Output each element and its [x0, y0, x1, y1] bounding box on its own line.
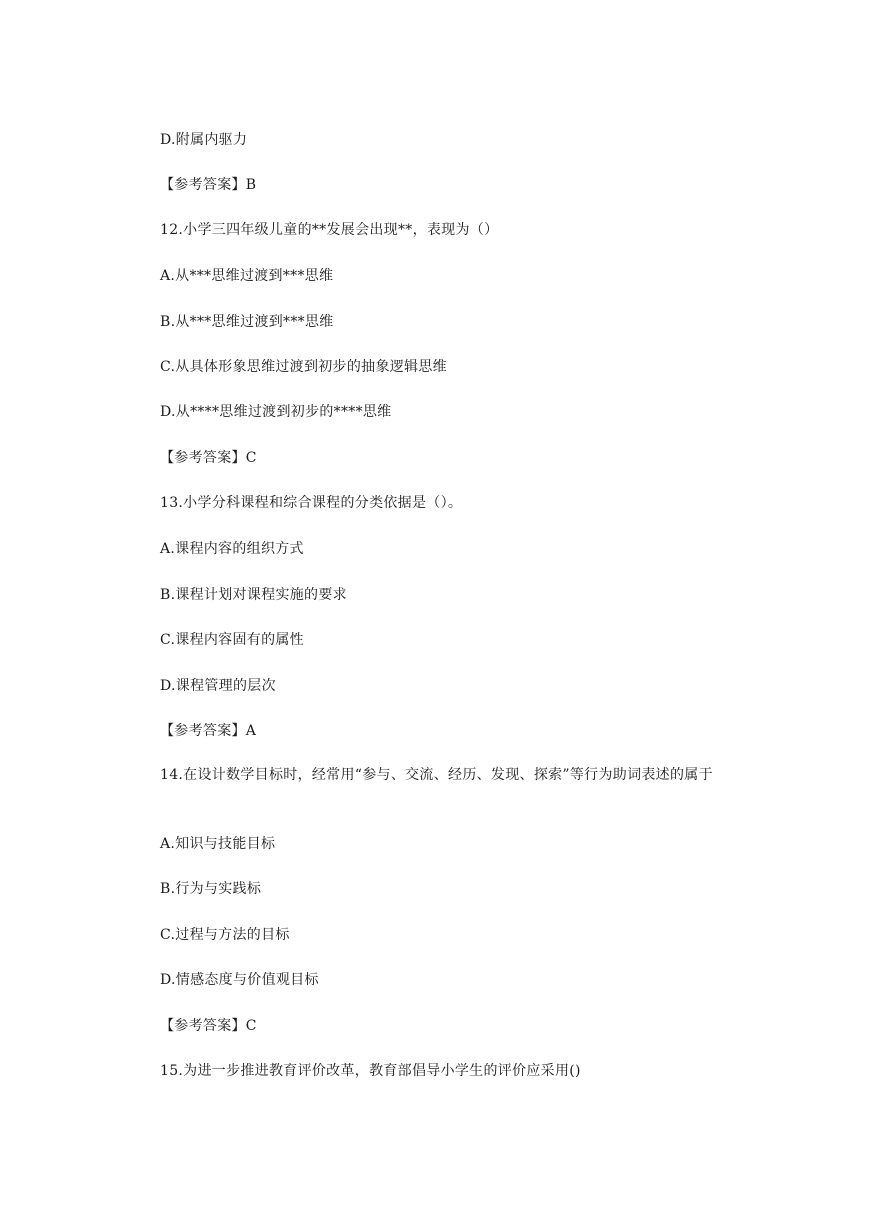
option-text: D.从****思维过渡到初步的****思维	[160, 404, 392, 420]
question-text: 14.在设计数学目标时，经常用“参与、交流、经历、发现、探索”等行为助词表述的属于	[160, 767, 713, 783]
question-text: 15.为进一步推进教育评价改革，教育部倡导小学生的评价应采用()	[160, 1063, 581, 1079]
answer-text: 【参考答案】B	[160, 177, 257, 193]
option-text: A.课程内容的组织方式	[160, 541, 304, 557]
option-text: D.附属内驱力	[160, 132, 248, 148]
option-text: D.课程管理的层次	[160, 678, 276, 694]
option-text: C.课程内容固有的属性	[160, 632, 304, 648]
option-text: C.过程与方法的目标	[160, 927, 290, 943]
option-text: C.从具体形象思维过渡到初步的抽象逻辑思维	[160, 359, 447, 375]
question-text: 13.小学分科课程和综合课程的分类依据是（）。	[160, 495, 463, 511]
option-text: B.从***思维过渡到***思维	[160, 314, 334, 330]
option-text: D.情感态度与价值观目标	[160, 972, 319, 988]
option-text: B.课程计划对课程实施的要求	[160, 587, 347, 603]
option-text: B.行为与实践标	[160, 881, 262, 897]
option-text: A.知识与技能目标	[160, 836, 276, 852]
answer-text: 【参考答案】C	[160, 1018, 257, 1034]
option-text: A.从***思维过渡到***思维	[160, 268, 334, 284]
question-text: 12.小学三四年级儿童的**发展会出现**，表现为（）	[160, 222, 499, 238]
answer-text: 【参考答案】C	[160, 450, 257, 466]
answer-text: 【参考答案】A	[160, 723, 257, 739]
